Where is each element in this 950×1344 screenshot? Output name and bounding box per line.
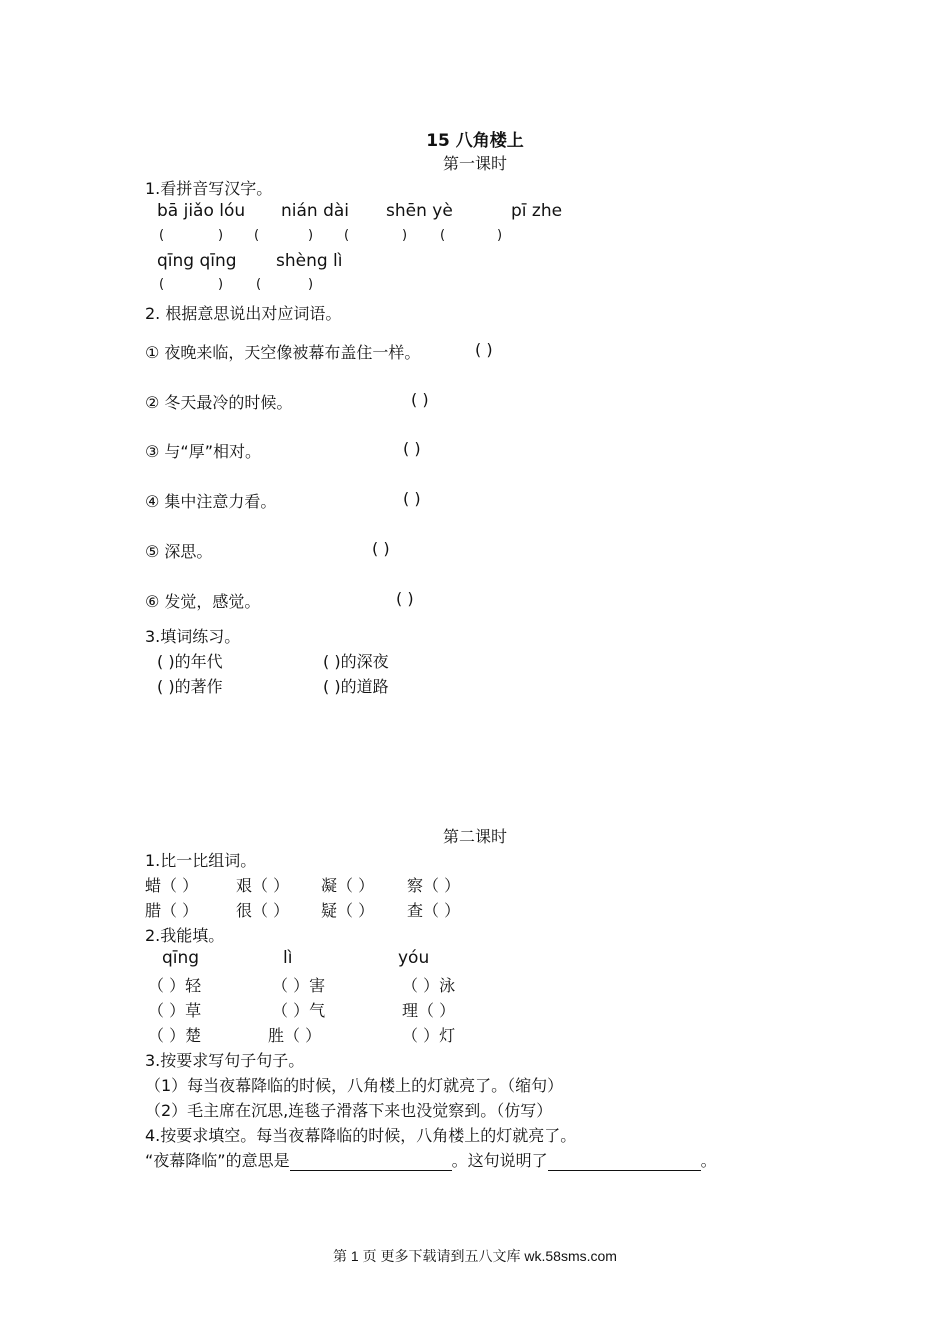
answer-blank-line[interactable] xyxy=(290,1152,452,1171)
compare-word[interactable]: 很（ ） xyxy=(236,901,290,920)
answer-blank-close: ) xyxy=(402,228,408,243)
fill-char[interactable]: 理（ ） xyxy=(402,1001,456,1020)
answer-blank[interactable]: ( xyxy=(256,277,262,292)
answer-blank-close: ) xyxy=(308,228,314,243)
l2-q4-label: 4.按要求填空。每当夜幕降临的时候，八角楼上的灯就亮了。 xyxy=(145,1126,577,1145)
l1-q3-label: 3.填词练习。 xyxy=(145,627,241,646)
page-title: 15 八角楼上 xyxy=(426,131,524,151)
fill-char[interactable]: （ ）轻 xyxy=(148,976,202,995)
sentence-task: （2）毛主席在沉思,连毯子滑落下来也没觉察到。（仿写） xyxy=(145,1101,553,1120)
l2-q4-line xyxy=(145,1148,717,1171)
pinyin-5: qīng qīng xyxy=(157,251,237,271)
definition-item: ① 夜晚来临，天空像被幕布盖住一样。 xyxy=(145,343,421,362)
pinyin-4: pī zhe xyxy=(511,201,563,221)
l2-q2-label: 2.我能填。 xyxy=(145,926,225,945)
fill-char[interactable]: （ ）气 xyxy=(272,1001,326,1020)
compare-word[interactable]: 腊（ ） xyxy=(145,901,199,920)
fill-phrase[interactable]: ( )的著作 xyxy=(157,677,223,696)
answer-blank-close: ) xyxy=(308,277,314,292)
pinyin-3: shēn yè xyxy=(386,201,453,221)
fill-phrase[interactable]: ( )的年代 xyxy=(157,652,223,671)
q4-part1: “夜幕降临”的意思是 xyxy=(145,1151,290,1170)
definition-item: ③ 与“厚”相对。 xyxy=(145,442,262,461)
compare-word[interactable]: 蜡（ ） xyxy=(145,876,199,895)
answer-blank[interactable]: ( xyxy=(440,228,446,243)
definition-item: ⑥ 发觉，感觉。 xyxy=(145,592,261,611)
definition-item: ② 冬天最冷的时候。 xyxy=(145,393,293,412)
pinyin-li: lì xyxy=(283,948,293,968)
sentence-task: （1）每当夜幕降临的时候，八角楼上的灯就亮了。（缩句） xyxy=(145,1076,564,1095)
answer-parens[interactable]: ( ) xyxy=(475,340,493,359)
answer-blank-close: ) xyxy=(218,228,224,243)
compare-word[interactable]: 凝（ ） xyxy=(321,876,375,895)
fill-char[interactable]: （ ）灯 xyxy=(402,1026,456,1045)
fill-char[interactable]: （ ）害 xyxy=(272,976,326,995)
answer-blank[interactable]: ( xyxy=(254,228,260,243)
compare-word[interactable]: 察（ ） xyxy=(407,876,461,895)
compare-word[interactable]: 查（ ） xyxy=(407,901,461,920)
q4-part3: 。 xyxy=(700,1151,717,1170)
answer-blank[interactable]: ( xyxy=(159,228,165,243)
l2-q1-label: 1.比一比组词。 xyxy=(145,851,257,870)
answer-blank-line[interactable] xyxy=(548,1152,701,1171)
compare-word[interactable]: 疑（ ） xyxy=(321,901,375,920)
l2-q3-label: 3.按要求写句子句子。 xyxy=(145,1051,305,1070)
definition-item: ④ 集中注意力看。 xyxy=(145,492,277,511)
fill-char[interactable]: （ ）草 xyxy=(148,1001,202,1020)
pinyin-1: bā jiǎo lóu xyxy=(157,201,246,221)
fill-char[interactable]: （ ）楚 xyxy=(148,1026,202,1045)
answer-parens[interactable]: ( ) xyxy=(372,539,390,558)
answer-blank[interactable]: ( xyxy=(344,228,350,243)
compare-word[interactable]: 艰（ ） xyxy=(236,876,290,895)
l1-q2-label: 2. 根据意思说出对应词语。 xyxy=(145,304,342,323)
fill-char[interactable]: （ ）泳 xyxy=(402,976,456,995)
answer-parens[interactable]: ( ) xyxy=(396,589,414,608)
answer-parens[interactable]: ( ) xyxy=(403,489,421,508)
lesson2-heading: 第二课时 xyxy=(442,827,507,846)
page-footer: 第 1 页 更多下载请到五八文库 wk.58sms.com xyxy=(333,1248,617,1264)
pinyin-you: yóu xyxy=(398,948,430,968)
answer-parens[interactable]: ( ) xyxy=(403,439,421,458)
q4-part2: 。这句说明了 xyxy=(451,1151,548,1170)
definition-item: ⑤ 深思。 xyxy=(145,542,213,561)
answer-parens[interactable]: ( ) xyxy=(411,390,429,409)
answer-blank-close: ) xyxy=(497,228,503,243)
answer-blank-close: ) xyxy=(218,277,224,292)
fill-phrase[interactable]: ( )的深夜 xyxy=(323,652,389,671)
pinyin-2: nián dài xyxy=(281,201,350,221)
l1-q1-label: 1.看拼音写汉字。 xyxy=(145,179,273,198)
lesson1-heading: 第一课时 xyxy=(442,154,507,173)
pinyin-6: shèng lì xyxy=(276,251,343,271)
fill-char[interactable]: 胜（ ） xyxy=(268,1026,322,1045)
fill-phrase[interactable]: ( )的道路 xyxy=(323,677,389,696)
answer-blank[interactable]: ( xyxy=(159,277,165,292)
pinyin-qing: qīng xyxy=(162,948,200,968)
